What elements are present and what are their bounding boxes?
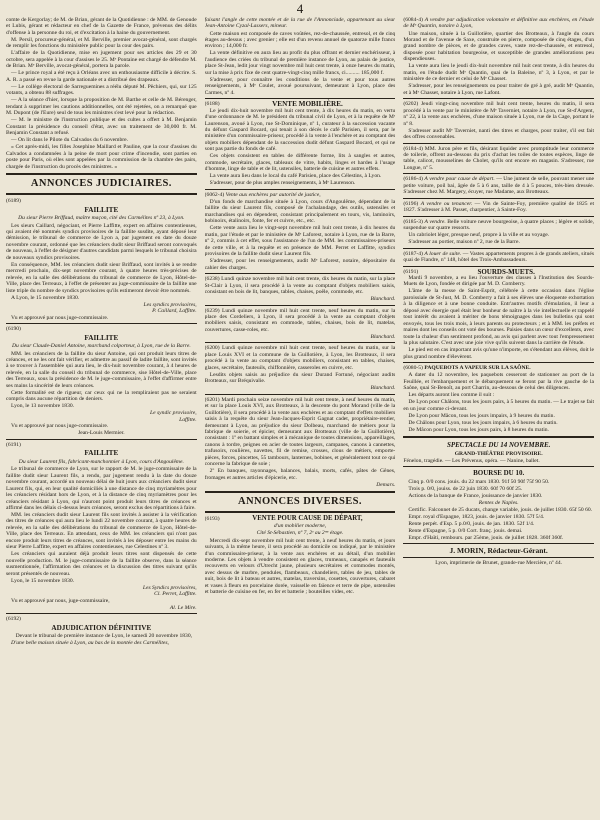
news-paragraph: — A la séance d'hier, lorsque la proposition de M. Barthe et celle de M. Bérenger, tendant à supprimer les cautions additionnelles, ont été rejetées, on a remarqué que M. Dupont (de l'Eure) seul de tous les ministres s'est levé pour la rédaction. (6, 97, 197, 117)
notice-text: Un cabriolet léger, presque neuf, propre à la ville et au voyage. (408, 232, 550, 239)
column-2 (205, 17, 396, 820)
notice-subtitle: Du sieur Claude-Daniel Antoine, marchand colporteur, à Lyon, rue de la Barre. (11, 343, 191, 350)
spectacle-program: Fénelon, tragédie. — Les Prévenus, opéra. — Nanine, ballet. (403, 457, 540, 464)
notice-text: MM. les créanciers dudit sieur Laurent fils sont invités à assister à la vérification des titres de créances qui aura lieu le lundi 22 novembre courant, à quatre heures de relevée, en la salle des délibérations du tribunal de commerce de Lyon, Hôtel-de-Ville, place des Terreaux. En attendant, ceux de MM. les créanciers qui n'ont pas encore produit leurs titres de créances, sont invités à les déposer entre les mains du sieur Pierre Laffitte, expert en affaires contentieuses, rue Celestines nº 3. (6, 512, 197, 551)
section-title-judiciaires: ANNONCES JUDICIAIRES. (30, 178, 172, 190)
notice-heading: A vendre pour cause de départ. (424, 176, 495, 183)
news-paragraph: — Le prince royal a été reçu à Orléans avec un enthousiasme difficile à décrire. S. A. R. a passé en revue la garde nationale et a distribué des drapeaux. (6, 70, 197, 83)
notice-text: Mercredi dix-sept novembre mil huit cent trente, à neuf heures du matin, et jours suivants, à la même heure, il sera procédé au domicile ou indiqué, par le ministère d'un commissaire-priseur, à la vente aux enchères et au détail, d'un mobilier moderne. Les objets à vendre consistent en glaces, trumeaux, canapés et fauteuils recouverts en velours d'Utrecht jaune, plusieurs secrétaires et commodes montés, avec dessus de marbre, pendules, flambeaux, chandeliers, tables de jeu, tables de nuit, bois de lit à bateau et autres, matelas, traversins, couettes, couvertures, cabaret et vases à fleurs en porcelaine dorée, vaisselle en faïence et terre de pipe, ustensiles et batterie de cuisine en fer, en fer et batterie ; bouteilles vides, etc. (204, 537, 396, 596)
notice-text: MM. les créanciers de la faillite du sieur Antoine, qui ont produit leurs titres de créances, et ne les ont fait vérifier, et admettre au passif de ladite faillite, sont invités à se trouver à l'assemblée qui aura lieu, le dix-huit novembre courant, à 4 heures de relevée, en la salle du conseil du tribunal de commerce, sise Hôtel-de-Ville, place des Terreaux, sous la présidence de M. le juge-commissaire, à l'effet d'affirmer entre ses mains la sincérité de leurs créances. (6, 350, 197, 389)
notice-number: (6239) (204, 307, 220, 314)
news-paragraph: M. Persil, procureur-général, et M. Berville, premier avocat-général, sont chargés de remplir les fonctions du ministère public pour la cour des pairs. (6, 36, 197, 50)
notice-text: Ces objets consistent en tables de différente forme, lits à sangles et autres, commode, secrétaire, glaces, tableaux de vitre, habits, linges et hardes à l'usage d'homme, linge de table et de lit, ustensiles, batterie de cuisine et autres effets. (204, 153, 396, 173)
notice-text: La vente aura lieu dans le local du café Parisien, place des Célestins, à Lyon. (209, 173, 382, 180)
notice-number: (6188) (204, 101, 220, 108)
column-1 (6, 17, 197, 820)
notice-visa-name: Jean-Louis Mermier. (78, 430, 125, 437)
notice-6187 (403, 251, 594, 264)
notice-signature: P. Caillard, Laffitte. (152, 308, 197, 315)
notice-text: S'adresser, pour connaître les conditions de la vente et pour tous autres renseignements, à Mᵉ Coulet, avoué poursuivant, demeurant à Lyon, place des Carmes, nº 4. (204, 76, 396, 96)
notice-text: Cette maison est composée de caves voûtées, rez-de-chaussée, entresol, et de cinq étages au-dessus ; avec grenier ; elle est d'un revenu annuel de quatorze mille francs environ ; 14,000 fr. (204, 30, 396, 50)
notice-heading: A louer de suite. (424, 250, 462, 257)
notice-number: (6201) (204, 396, 220, 403)
notice-text: faisant l'angle de cette montée et de la rue de l'Annonciade, appartenant au sieur Jean-Antoine Cyzal-Lassers, mineur. (204, 17, 396, 30)
divider (205, 273, 396, 274)
notice-date: A Lyon, le 15 novembre 1830. (11, 294, 80, 301)
notice-text: Cette formalité est de rigueur, car ceux qui ne la rempliraient pas ne seraient compris dans aucune répartition de deniers. (6, 389, 197, 403)
notice-number: (6084-4) (403, 17, 423, 23)
notice-text: S'adresser, pour de plus amples renseignements, à Mᵉ Laurenson. (209, 180, 356, 187)
notice-number: (6238) (204, 276, 220, 283)
notice-6201 (205, 397, 396, 489)
notice-number: (6184-4) (403, 145, 423, 152)
notice-text: Les créanciers qui auraient déjà produit leurs titres sont dispensés de cette nouvelle production. M. le juge-commissaire de la faillite observe, dans la séance susmentionnée, l'affirmation des créances et la discussion des titres suivant qu'ils seront présentés de nouveau. (6, 551, 197, 577)
divider (205, 491, 396, 493)
divider (205, 511, 396, 513)
divider (403, 173, 594, 174)
divider (403, 436, 594, 438)
bourse-line: Cinq p. 0/0 cons. jouis. du 22 mars 1830. 91f 50 90f 75f 90 50. (408, 479, 550, 486)
notice-title: SOURDS-MUETS. (477, 267, 535, 276)
notice-text: S'adresser audit Mᵉ Taverniet, nanti des titres et charges, pour traiter, s'il est fait des offres convenables. (403, 127, 595, 141)
notice-6193 (205, 516, 396, 595)
bourse-line: Trois p. 0/0, jouiss. de 22 juin 1830. 60f 70 60f 25. (408, 486, 523, 493)
notice-text: La vente définitive en aura lieu au profit du plus offrant et dernier enchérisseur, à l'audience des criées du tribunal de première instance de Lyon, au palais de justice, place St-Jean, ledit jour vingt novembre mil huit cent trente, à onze heures du matin, sur la mise à prix fixe de cent quatre-vingt-cinq mille francs, ci.......... 185,000 f. (204, 50, 396, 76)
divider (403, 466, 594, 467)
divider (403, 248, 594, 249)
notice-text: De Châlons pour Lyon, tous les jours impairs, à 6 heures du matin. (408, 419, 558, 426)
notice-number: (6185-3) (403, 218, 423, 225)
notice-text: Devant le tribunal de première instance de Lyon, le samedi 20 novembre 1830, (15, 633, 193, 640)
divider (205, 394, 396, 395)
divider (6, 439, 197, 440)
divider (403, 543, 594, 544)
notice-number: (6191) (403, 268, 419, 275)
notice-paquebots (403, 365, 594, 433)
notice-visa: Vu et approuvé par nous juge-commissaire. (11, 423, 109, 430)
notice-signature: Le syndic provisoire, (150, 410, 197, 417)
notice-6084 (403, 17, 594, 96)
rentes-line: Rente d'Espagne, 5 p. 0/0 Cort. franç. jouis. demai. (408, 527, 523, 534)
divider (403, 143, 594, 144)
notice-text: Une maison, située à la Guillotière, quartier des Brotteaux, à l'angle du cours Morand et de l'avenue de Saxe, construite en pierre, composée de cinq étages, d'un grand nombre de pièces, et de grandes caves, vaste rez-de-chaussée, et entresol, disposée pour habitation bourgeoise, et susceptible de grandes améliorations peu dispendieuses. (403, 30, 595, 63)
notice-text: — Vin de Sainte-Foy, première qualité de 1825 et 1827. S'adresser à M. Passet, charpentier, à Sainte-Foy. (403, 200, 595, 214)
divider (403, 98, 594, 99)
news-paragraph: L'affaire de la Quotidienne, mise en jugement pour ses articles des 29 et 30 octobre, sera appelée à la cour d'assises le 25. Mᵉ Pontaine est chargé de défendre M. de Brian. Mᵉ Berville, avocat-général, portera la parole. (6, 50, 197, 70)
notice-title: Vente aux enchères par autorité de justice, (225, 191, 321, 198)
notice-title: VENTE POUR CAUSE DE DÉPART, (252, 515, 363, 523)
notice-text: Le tribunal de commerce de Lyon, sur le rapport de M. le juge-commissaire de la faillite dudit sieur Laurent fils, a rendu, par jugement rendu à la date du douze novembre courant, accordé un nouveau délai de huit jours aux créanciers dudit sieur Laurent fils, qui, en leur qualité domiciliés à une distance de cinq myriamètres pour les créanciers résidant hors de Lyon, et à la distance de cinq myriamètres pour les créanciers résidant à Lyon, qui n'auront point produit leurs titres de créances et affirmé dans les délais ci-dessus leurs créances, seront exclus des répartitions à faire. (6, 466, 197, 511)
notice-text: Lundi quinze novembre mil huit cent trente, neuf heures du matin, sur la place des Cordeliers, à Lyon, il sera procédé à la vente au comptant d'objets mobiliers saisis, consistant en commode, tables, chaises, bois de lit, matelas, couvertures, casse-roles, etc. (204, 307, 396, 333)
notice-6200 (205, 345, 396, 391)
divider (6, 193, 197, 195)
divider (403, 362, 594, 363)
notice-text: MM. Juron père et fils, désirant liquider avec promptitude leur commerce de toilerie, offrent au-dessous du prix d'achat les toiles de toutes espèces, linge de table, calicot, mousselines de Cholet, qu'ils ont encore en magasin. S'adresser, rue Longue, nº 5. (403, 145, 595, 171)
columns (6, 17, 594, 820)
notice-number: (6062-4) (204, 191, 225, 198)
spectacle-venue: GRAND-THÉÂTRE PROVISOIRE. (454, 451, 543, 458)
notice-date: Lyon, le 15 novembre 1830. (11, 577, 75, 584)
notice-title: PAQUEBOTS A VAPEUR SUR LA SAÔNE. (424, 365, 531, 372)
notice-6185 (403, 219, 594, 246)
rentes-line: Certific. Falconnet de 25 ducats, change variable, jouis. de juillet 1830. 65f 50 60. (408, 506, 593, 513)
notice-number: (6187-4) (403, 250, 423, 257)
notice-title: VENTE MOBILIÈRE. (272, 100, 343, 109)
notice-number: (6080-5) (403, 365, 423, 372)
notice-text: Lundi quinze novembre mil huit cent trente, neuf heures du matin, sur la place Louis XVI et la commune de la Guillotière, à Lyon, les Brotteaux, il sera procédé à la vente au comptant d'objets mobiliers, consistant en tables, chaises, glaces, secrétaire, fauteuils, chiffonnière, casseroles en cuivre, etc. (204, 345, 396, 371)
column-3 (403, 17, 594, 820)
notice-number: (6186-4) (403, 176, 423, 183)
notice-6191 (6, 442, 197, 611)
notice-6196 (403, 201, 594, 214)
notice-continuation (205, 17, 396, 30)
divider (403, 198, 594, 199)
notice-subtitle: d'un mobilier moderne, (273, 522, 327, 529)
notice-signature: Les Syndics provisoires, (142, 584, 197, 591)
notice-title: ADJUDICATION DÉFINITIVE (51, 623, 152, 632)
divider (6, 323, 197, 324)
news-paragraph: — On lit dans le Pilote du Calvados du 6 novembre. (11, 137, 128, 144)
notice-visa-name: Al. Le Mire. (169, 604, 197, 611)
divider (403, 266, 594, 267)
notice-text: De Lyon pour Châlons, tous les jours pairs, à 5 heures du matin. — Le trajet se fait en un jour comme ci-devant. (403, 399, 595, 412)
notice-date: Lyon, le 13 novembre 1830. (11, 403, 75, 410)
notice-number: (6202) (403, 101, 419, 108)
notice-6202 (403, 101, 594, 140)
divider (6, 173, 197, 175)
notice-text: Mardi prochain seize novembre mil huit cent trente, à neuf heures du matin, et sur la place Louis XVI, aux Brotteaux, à la descente du pont Morand (ville de la Guillotière), il sera procédé à la vente aux enchères et au comptant d'effets mobiliers saisis à la requête du sieur Jean-Jacques-Esprit Gagnat cadet, propriétaire-rentier, demeurant à Lyon, au préjudice du sieur Dolbeau, marchand de métiers pour la fabrique de soierie, et épicier, demeurant aux Brotteaux (ville de la Guillotière), consistant : 1º en battant simples et à mécanique de toutes dimensions, appareillages, canons à tordre, peignes en acier de toutes largeurs, campanes, canons à cannettes, trafusoirs, roulières, navettes, fil de remise, crosses, clous de métiers, emporte-pièces, forces, pincettes, 55 tambours, lanternes, bobines, et généralement tout ce qui concerne la fabrique de soie ; (204, 396, 396, 468)
notice-heading: A vendre. (424, 218, 446, 225)
rentes-line: Empr. royal d'Espagne, 1823, jouis. de janvier 1830. 57f 5/4. (408, 513, 545, 520)
notice-text: Mardi 9 novembre, a eu lieu l'ouverture des classes à l'Institution des Sourds-Muets de Lyon, fondée et dirigée par M. D. Comberry. (403, 274, 595, 288)
notice-text: La vente aura lieu le jeudi dix-huit novembre mil huit cent trente, à dix heures du matin, en l'étude dudit Mᵉ Quantin, quai de la Baleine, nº 3, à Lyon, et par le ministère de ce dernier et celui de Mᵉ Chasset. (403, 63, 595, 83)
notice-signature: Blanchard. (370, 296, 396, 303)
notice-6192 (6, 616, 197, 646)
notice-title: FAILLITE (84, 449, 119, 458)
notice-signature: Blanchard. (370, 385, 396, 392)
notice-text: Le pied est en cas important avis qu'une n'importe, en s'étendant aux élèves, doit le plus grand nombre d'élevèrent. (403, 347, 595, 360)
news-paragraph: — Le collège électoral de Sarreguemines a réélu député M. Pêchiers, qui, sur 125 votants, a obtenu 88 suffrages. (6, 83, 197, 97)
spectacle (403, 441, 594, 464)
notice-6190 (6, 326, 197, 437)
divider (205, 342, 396, 343)
divider (205, 189, 396, 190)
notice-text: S'adresser au portier, maison nº 2, rue de la Barre. (408, 239, 520, 246)
divider (6, 613, 197, 614)
notice-text: D'un fonds de marchandise située à Lyon, cours d'Angoulême, dépendant de la faillite du sieur Laurent fils, composé de l'achalandage, des outils, ustensiles et marchandises qui en dépendent, consistant principalement en tours, vis, laminoirs, bobinoirs, étalinoirs, fonte, fer et cuivre, etc., etc. (204, 198, 396, 225)
notice-6188 (205, 101, 396, 187)
notice-text: S'adresser, pour les renseignements ou pour traiter de gré à gré, audit Mᵉ Quantin, et à Mᵉ Chasset, notaire à Lyon, rue Lafont. (403, 83, 595, 96)
notice-title: FAILLITE (84, 333, 119, 342)
notice-6184 (403, 146, 594, 172)
news-paragraph: comte de Kergorlay; de M. de Brian, gérant de la Quotidienne : de MM. de Genoude et Lubis, gérant et rédacteur en chef de la Gazette de France, prévenus des délits d'offense à la personne du roi, et d'excitation à la haine du gouvernement. (6, 17, 197, 36)
notice-text: Jeudi vingt-cinq novembre mil huit cent trente, heures du matin, il sera procédé à la vente par le ministère de Mᵉ Taverniet, notaire à Lyon, rue St-d'Argent, nº 22, à la vente aux enchères, d'une maison située à Lyon, rue de la Cage, portant le nº 8. (403, 101, 595, 127)
editor-line: J. MORIN, Rédacteur-Gérant. (449, 546, 548, 556)
rentes-line: Empr. d'Haïti, rembours. par 25ème, jouis. de juillet 1828. 360f 360f. (408, 534, 564, 541)
notice-visa: Vu et approuvé par nous, juge-commissaire, (11, 597, 110, 604)
news-briefs (6, 17, 197, 170)
notice-heading: A vendre ou tenancer. (420, 200, 473, 207)
bourse-line: Actions de la banque de France, jouissance de janvier 1830. (408, 493, 543, 500)
notice-subtitle: Du sieur Pierre Briffaud, maître maçon, cité des Carmélites nº 23, à Lyon. (18, 215, 185, 222)
notice-text: — Vastes appartements propres à de grands ateliers, situés quai de Flandre, nº 148, hôtel des Trois-Ambassadeurs. (403, 250, 595, 264)
page-number: 4 (296, 1, 304, 16)
notice-number: (6190) (6, 326, 21, 333)
notice-text: Le jeudi dix-huit novembre mil huit cent trente, à dix heures du matin, en vertu d'une ordonnance de M. le président du tribunal civil de Lyon, et à la requête de Mᵉ Laurenson, avoué à Lyon, rue St-Dominique, nº 1, curateur à la succession vacante du défunt Gaspard Bocard, qui tenait à son décès le café Parisien, il sera, par le ministère d'un commissaire-priseur, procédé à la vente à l'enchère et au comptant des objets mobiliers dépendant de la succession dudit défunt Gaspard Bocard, et qui ne sont pas partie du fonds de café. (204, 107, 396, 153)
notice-signature: Laffitte. (179, 416, 197, 423)
notice-6238 (205, 276, 396, 302)
notice-6189 (6, 198, 197, 321)
spectacle-title: SPECTACLE DU 14 NOVEMBRE. (446, 441, 551, 450)
notice-number: (6191) (6, 441, 21, 448)
notice-subtitle: Du sieur Laurent fils, fabricant-manchonnier à Lyon, cours d'Angoulême. (18, 458, 184, 465)
notice-text: A dater du 12 novembre, les paquebots cesseront de stationner au port de la Feuillée, et l'embarquement et le débarquement se feront par la rive gauche de la Saône, quai St-Benoît, au port Charrin, au-dessous de celui des diligences. (403, 372, 595, 391)
notice-text: 2º En banques, rayonnages, balances, balais, morts, cafés, pâtes de Gênes, fromages et autres articles d'épicerie, etc. (204, 468, 396, 481)
section-title-diverses: ANNONCES DIVERSES. (238, 496, 362, 508)
imprint: Lyon, imprimerie de Brunet, grande-rue Mercière, nº 44. (435, 560, 563, 567)
notice-text: Lesdits objets saisis au préjudice du sieur Durand Fortuné, négociant audits Brotteaux, sur Bréquivalie. (204, 371, 396, 385)
bourse (403, 469, 594, 541)
notice-text: — Une jument de selle, pouvant mener une petite voiture, poil bai, âgée de 5 à 6 ans, taille de 4 à 5 pouces, très-bien dressée. S'adresser chez M. Margery, écuyer, rue Madame, aux Brotteaux. (403, 176, 595, 196)
notice-number: (6193) (204, 516, 220, 523)
news-paragraph: « Cet après-midi, les filles Josephine Maillard et Pauline, que la cour d'assises du Calvados a condamnées à la peine de mort pour crime d'incendie, sont parties en poste pour Paris, où elles sont appelées par la commission de la chambre des pairs, chargée de l'instruction du procès des ministres. » (6, 144, 197, 170)
notice-text: De Mâcon pour Lyon, tous les jours pairs, à 8 heures du matin. (408, 426, 549, 433)
rentes-line: Rente perpét. d'Esp. 5 p.0/0, jouis. de jan. 1830. 52f 1/4. (408, 520, 535, 527)
notice-text: S'adresser, pour les renseignements, audit Mᵉ Laforest, notaire, dépositaire du cahier des charges. (204, 258, 396, 271)
notice-sourds-muets (403, 269, 594, 361)
notice-signature: Blanchard. (370, 333, 396, 340)
notice-number: (6192) (6, 616, 21, 623)
notice-text: Belle voiture neuve bourgeoise, à quatre places ; légère et solide, suspendue sur quatre ressorts. (403, 218, 595, 232)
notice-text: Lundi quinze novembre mil huit cent trente, dix heures du matin, sur la place St-Clair à Lyon, il sera procédé à la vente au comptant d'objets mobiliers saisis, consistant en bois de lit, banques, tables, chaises, poêle, commode, etc. (204, 276, 396, 296)
news-paragraph: — M. le ministre de l'instruction publique et des cultes a offert à M. Benjamin Constant la présidence du conseil d'état, avec un traitement de 30,000 fr. M. Benjamin Constant a refusé. (6, 117, 197, 137)
notice-text: En conséquence, MM. les créanciers dudit sieur Briffaud, sont invités à se rendre mercredi prochain, dix-sept novembre courant, à quatre heures très-précises de relevée, en la salle des délibérations du tribunal de commerce de Lyon, Hôtel-de-Ville, place des Terreaux, à l'effet de présenter au juge-commissaire de la faillite une liste triple du nombre de syndics provisoires qu'ils estimeront devoir être nommés. (6, 261, 197, 294)
notice-title: FAILLITE (84, 205, 119, 214)
notice-text: Cette vente aura lieu le vingt-sept novembre mil huit cent trente, à dix heures du matin, par l'étude et par le ministère de Mᵉ Laforest, notaire à Lyon, rue de la Barre, nº 2, commis à cet effet, sous l'assistance de l'un de MM. les commissaires-priseurs de cette ville, et à la requête et en présence de MM. Perret et Laffitte, syndics provisoires de la faillite dudit sieur Laurent fils. (204, 225, 396, 258)
rentes-title: Rentes de Naples. (478, 500, 519, 507)
notice-signature: Demars. (376, 481, 396, 488)
notice-heading: A vendre par adjudication volontaire et définitive aux enchères, en l'étude de Mᵉ Quantin, notaire à Lyon, (403, 17, 595, 30)
notice-6062 (205, 192, 396, 271)
notice-text: D'une belle maison située à Lyon, au bas de la montée des Carmélites, (11, 640, 169, 647)
notice-number: (6196) (403, 200, 419, 207)
divider (403, 216, 594, 217)
notice-6239 (205, 308, 396, 341)
notice-text: Les départs auront lieu comme il suit : (408, 392, 495, 399)
notice-number: (6200) (204, 345, 220, 352)
notice-visa: Vu et approuvé par nous juge-commissaire. (11, 314, 109, 321)
divider (403, 557, 594, 558)
notice-signature: Les syndics provisoires, (143, 301, 197, 308)
bourse-title: BOURSE DU 10. (473, 469, 525, 478)
divider (205, 305, 396, 306)
notice-text: Les sieurs Caillard, négociant, et Pierre Laffitte, expert en affaires contentieuses, qui avaient été nommés syndics provisoires de la faillite susdite, ayant déposé leur démission, le tribunal de commerce de Lyon a, par jugement en date du douze novembre courant, ordonné que les créanciers dudit sieur Briffaud seront convoqués de nouveau, à l'effet de désigner d'autres candidats parmi lesquels le tribunal choisira de nouveaux syndics provisoires. (6, 222, 197, 261)
notice-subtitle: Cité St-Sébastien, nº 7, 2ᵉ au 2ᵐᵉ étage. (256, 530, 344, 537)
notice-number: (6189) (6, 198, 21, 205)
notice-text: L'âme de la messe de Saint-Esprit, célébrée à cette occasion dans l'église paroissiale de St-Just, M. D. Comberry a fait à ses élèves une éloquente exhortation à la diligence et à une bonne conduite. Entr'autres motifs d'émulation, il leur a déposé avec énergie quel était leur bonheur de naître à la vie intellectuelle et rappelé tout intérêt du avaient à mériter de bons témoignages dans les bulletins qui sont envoyés, tous les trois mois, à leurs parents ou protecteurs ; et à MM. les préfets et maires dont les conseils ont voté des bourses. Paisies dans un cœur d'excellents, avec toute la chaleur d'un sentiment profond, au avis qui parlent avec tout l'empressement la plus salutaire. C'est avec une joie vive qu'ils suivent dans la carrière de l'étude. (403, 288, 595, 347)
notice-6186 (403, 176, 594, 195)
notice-signature: Cl. Perret, Laffitte. (154, 591, 197, 598)
notice-text: De Lyon pour Mâcon, tous les jours impairs, à 9 heures du matin. (408, 412, 555, 419)
